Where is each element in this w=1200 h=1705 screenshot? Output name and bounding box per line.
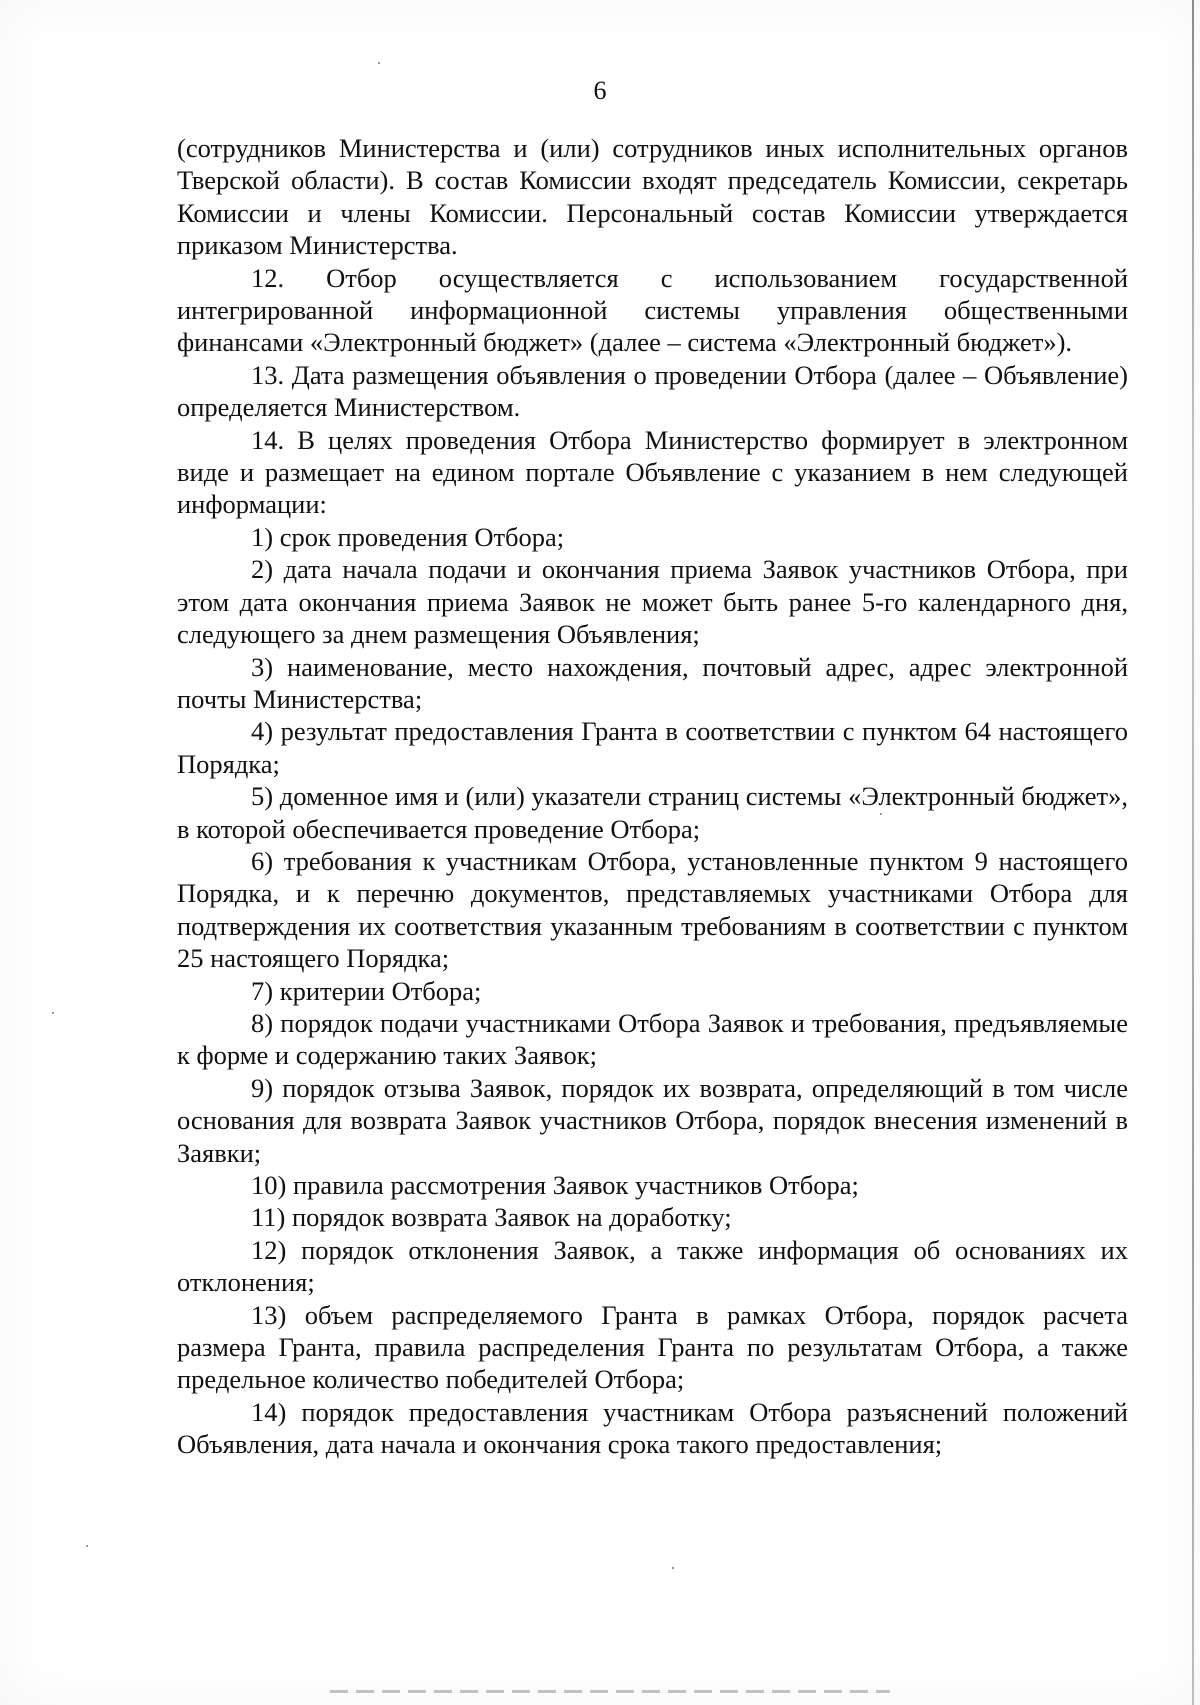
scan-edge-line: [1192, 0, 1194, 1705]
list-item-10: 10) правила рассмотрения Заявок участников Отбора;: [251, 1170, 859, 1200]
paragraph-item-13: 13. Дата размещения объявления о проведении Отбора (далее – Объявление) определяется Министерством.: [177, 359, 1128, 423]
scan-speck: [378, 62, 380, 64]
list-item-11: 11) порядок возврата Заявок на доработку;: [251, 1202, 732, 1233]
list-item-9: 9) порядок отзыва Заявок, порядок их возврата, определяющий в том числе основания для возврата Заявок участников Отбора, порядок внесения изменений в Заявки;: [177, 1072, 1128, 1168]
list-item-13: 13) объем распределяемого Гранта в рамках Отбора, порядок расчета размера Гранта, правила распределения Гранта по результатам Отбора, а также предельное количество победителей Отбора;: [177, 1299, 1128, 1395]
list-item-3: 3) наименование, место нахождения, почтовый адрес, адрес электронной почты Министерства;: [177, 651, 1128, 714]
paragraph-item-14: 14. В целях проведения Отбора Министерство формирует в электронном виде и размещает на едином портале Объявление с указанием в нем следующей информации:: [177, 424, 1128, 520]
scan-speck: [672, 1567, 674, 1569]
list-item-2: 2) дата начала подачи и окончания приема Заявок участников Отбора, при этом дата окончания приема Заявок не может быть ранее 5-го календарного дня, следующего за днем размещения Объявления;: [177, 554, 1128, 650]
list-item-1: 1) срок проведения Отбора;: [251, 521, 565, 552]
list-item-5: 5) доменное имя и (или) указатели страниц системы «Электронный бюджет», в которой обеспечивается проведение Отбора;: [177, 781, 1128, 844]
scan-speck: [52, 1012, 54, 1014]
paragraph-commission-composition: (сотрудников Министерства и (или) сотрудников иных исполнительных органов Тверской области). В состав Комиссии входят председатель Комиссии, секретарь Комиссии и члены Комиссии. Персональный состав Комиссии утверждается приказом Министерства.: [177, 133, 1128, 261]
list-item-7: 7) критерии Отбора;: [251, 975, 482, 1006]
list-item-14: 14) порядок предоставления участникам Отбора разъяснений положений Объявления, дата начала и окончания срока такого предоставления;: [177, 1396, 1128, 1460]
paragraph-item-12: 12. Отбор осуществляется с использованием государственной интегрированной информационной системы управления общественными финансами «Электронный бюджет» (далее – система «Электронный бюджет»).: [177, 262, 1128, 358]
list-item-8: 8) порядок подачи участниками Отбора Заявок и требования, предъявляемые к форме и содержанию таких Заявок;: [177, 1007, 1128, 1071]
document-body: [177, 132, 1128, 1461]
list-item-6: 6) требования к участникам Отбора, установленные пунктом 9 настоящего Порядка, и к перечню документов, представляемых участниками Отбора для подтверждения их соответствия указанным требованиям в соответствии с пунктом 25 настоящего Порядка;: [177, 845, 1128, 974]
scan-bottom-edge: [330, 1690, 890, 1693]
page-number: 6: [593, 76, 607, 105]
scan-speck: [86, 1545, 88, 1547]
list-item-12: 12) порядок отклонения Заявок, а также информация об основаниях их отклонения;: [177, 1234, 1128, 1298]
list-item-4: 4) результат предоставления Гранта в соответствии с пунктом 64 настоящего Порядка;: [177, 716, 1128, 779]
